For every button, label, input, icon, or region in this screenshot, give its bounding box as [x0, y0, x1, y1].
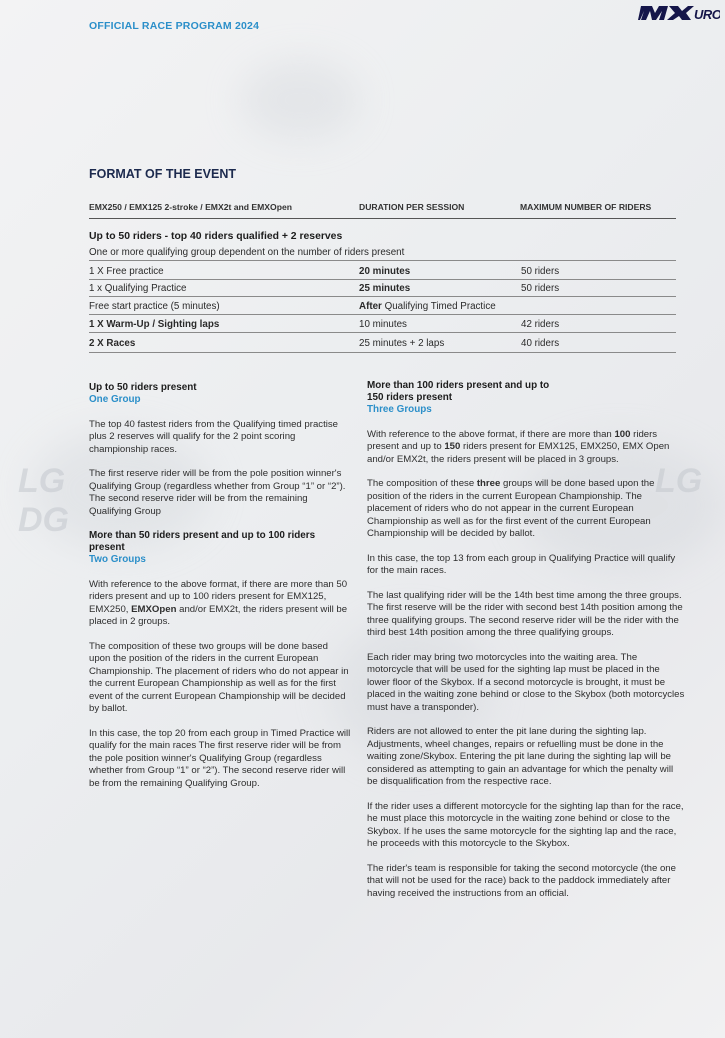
paragraph: The first reserve rider will be from the pole position winner's Qualifying Group (regardless whether from Group “1” or “2”). The second reserve rider will be from the remaining Qualifying Group	[89, 468, 346, 517]
paragraph: In this case, the top 20 from each group in Timed Practice will qualify for the main races The first reserve rider will be from the pole position winner's Qualifying Group (regardless whether from Group “1” or “2”). The second reserve rider will be from the remaining Qualifying Group.	[89, 727, 351, 789]
divider	[89, 352, 676, 353]
right-column	[367, 380, 685, 900]
divider	[89, 332, 676, 333]
paragraph: Riders are not allowed to enter the pit lane during the sighting lap. Adjustments, wheel changes, repairs or refuelling must be done in the waiting zone/Skybox. Entering the pit lane during the sighting lap will be considered as attempting to gain an advantage for which the penalty will be disqualification from the respective race.	[367, 726, 674, 787]
session-duration: 25 minutes + 2 laps	[359, 338, 445, 349]
session-duration: 25 minutes	[359, 283, 411, 294]
divider	[89, 218, 676, 219]
table-heading: Up to 50 riders - top 40 riders qualified + 2 reserves	[89, 231, 343, 242]
svg-text:URO: URO	[694, 7, 720, 22]
mxeuro-logo	[638, 4, 720, 22]
group-label: Three Groups	[367, 404, 432, 415]
session-duration: 20 minutes	[359, 266, 411, 277]
watermark-graphic: LG	[655, 462, 703, 500]
divider	[89, 260, 676, 261]
column-header-max-riders: MAXIMUM NUMBER OF RIDERS	[520, 202, 652, 212]
section-title: FORMAT OF THE EVENT	[89, 167, 236, 181]
session-max-riders: 42 riders	[521, 319, 560, 330]
session-duration: 10 minutes	[359, 319, 407, 330]
background-smudge	[240, 60, 360, 140]
session-name: 1 X Warm-Up / Sighting laps	[89, 319, 220, 330]
paragraph: With reference to the above format, if there are more than 100 riders present and up to 150 riders present for EMX125, EMX250, EMX Open and/or EMX2t, the riders present will be placed in 3 groups.	[367, 428, 670, 465]
paragraph: Each rider may bring two motorcycles into the waiting area. The motorcycle that will be used for the sighting lap must be placed in the lower floor of the Skybox. If a second motorcycle is brought, it must be placed in the waiting zone behind or close to the Skybox (both motorcycles must have a transponder).	[367, 651, 685, 713]
program-title: OFFICIAL RACE PROGRAM 2024	[89, 20, 260, 32]
paragraph: If the rider uses a different motorcycle for the sighting lap than for the race, he must place this motorcycle in the waiting zone behind or close to the Skybox. If he uses the same motorcycle for the sighting lap and the race, he proceeds with this motorcycle to the Skybox.	[367, 800, 684, 849]
watermark-graphic: LG DG	[18, 462, 69, 539]
paragraph: In this case, the top 13 from each group in Qualifying Practice will qualify for the main races.	[367, 552, 676, 576]
table-subheading: One or more qualifying group dependent on the number of riders present	[89, 247, 405, 258]
left-column	[89, 382, 351, 790]
session-name: 2 X Races	[89, 338, 136, 349]
paragraph: The composition of these three groups will be done based upon the position of the riders in the current European Championship. The placement of riders who do not appear in the current European Championship as well as for the first event of the current European Championship will be decided by ballot.	[367, 478, 655, 539]
group-heading: More than 50 riders present and up to 100 riders present	[89, 530, 316, 553]
session-max-riders: 50 riders	[521, 266, 560, 277]
paragraph: The last qualifying rider will be the 14th best time among the three groups. The first reserve will be the rider with second best 14th position among the three qualifying groups. The second reserve rider will be the rider with the third best 14th position among the three qualifying groups.	[367, 589, 683, 638]
session-name: 1 x Qualifying Practice	[89, 283, 187, 294]
group-label: Two Groups	[89, 554, 146, 565]
column-header-duration: DURATION PER SESSION	[359, 202, 465, 212]
session-name: 1 X Free practice	[89, 266, 164, 277]
divider	[89, 296, 676, 297]
group-label: One Group	[89, 394, 141, 405]
paragraph: The top 40 fastest riders from the Qualifying timed practise plus 2 reserves will qualify for the 2 point scoring championship races.	[89, 418, 339, 455]
session-name: Free start practice (5 minutes)	[89, 301, 220, 312]
divider	[89, 279, 676, 280]
group-heading: Up to 50 riders present	[89, 382, 197, 393]
divider	[89, 314, 676, 315]
paragraph: With reference to the above format, if there are more than 50 riders present and up to 100 riders present for EMX125, EMX250, EMXOpen and/or EMX2t, the riders present will be placed in 2 groups.	[89, 578, 348, 627]
session-max-riders: 50 riders	[521, 283, 560, 294]
group-heading: More than 100 riders present and up to 150 riders present	[367, 380, 550, 403]
column-header-class: EMX250 / EMX125 2-stroke / EMX2t and EMXOpen	[89, 202, 292, 212]
session-duration: After Qualifying Timed Practice	[359, 301, 496, 312]
paragraph: The composition of these two groups will be done based upon the position of the riders in the current European Championship. The placement of riders who do not appear in the current European Championship as well as for the first event of the current European Championship will be decided by ballot.	[89, 640, 349, 714]
session-max-riders: 40 riders	[521, 338, 560, 349]
paragraph: The rider's team is responsible for taking the second motorcycle (the one that will not be used for the race) back to the paddock immediately after having received the instructions from an official.	[367, 862, 676, 899]
